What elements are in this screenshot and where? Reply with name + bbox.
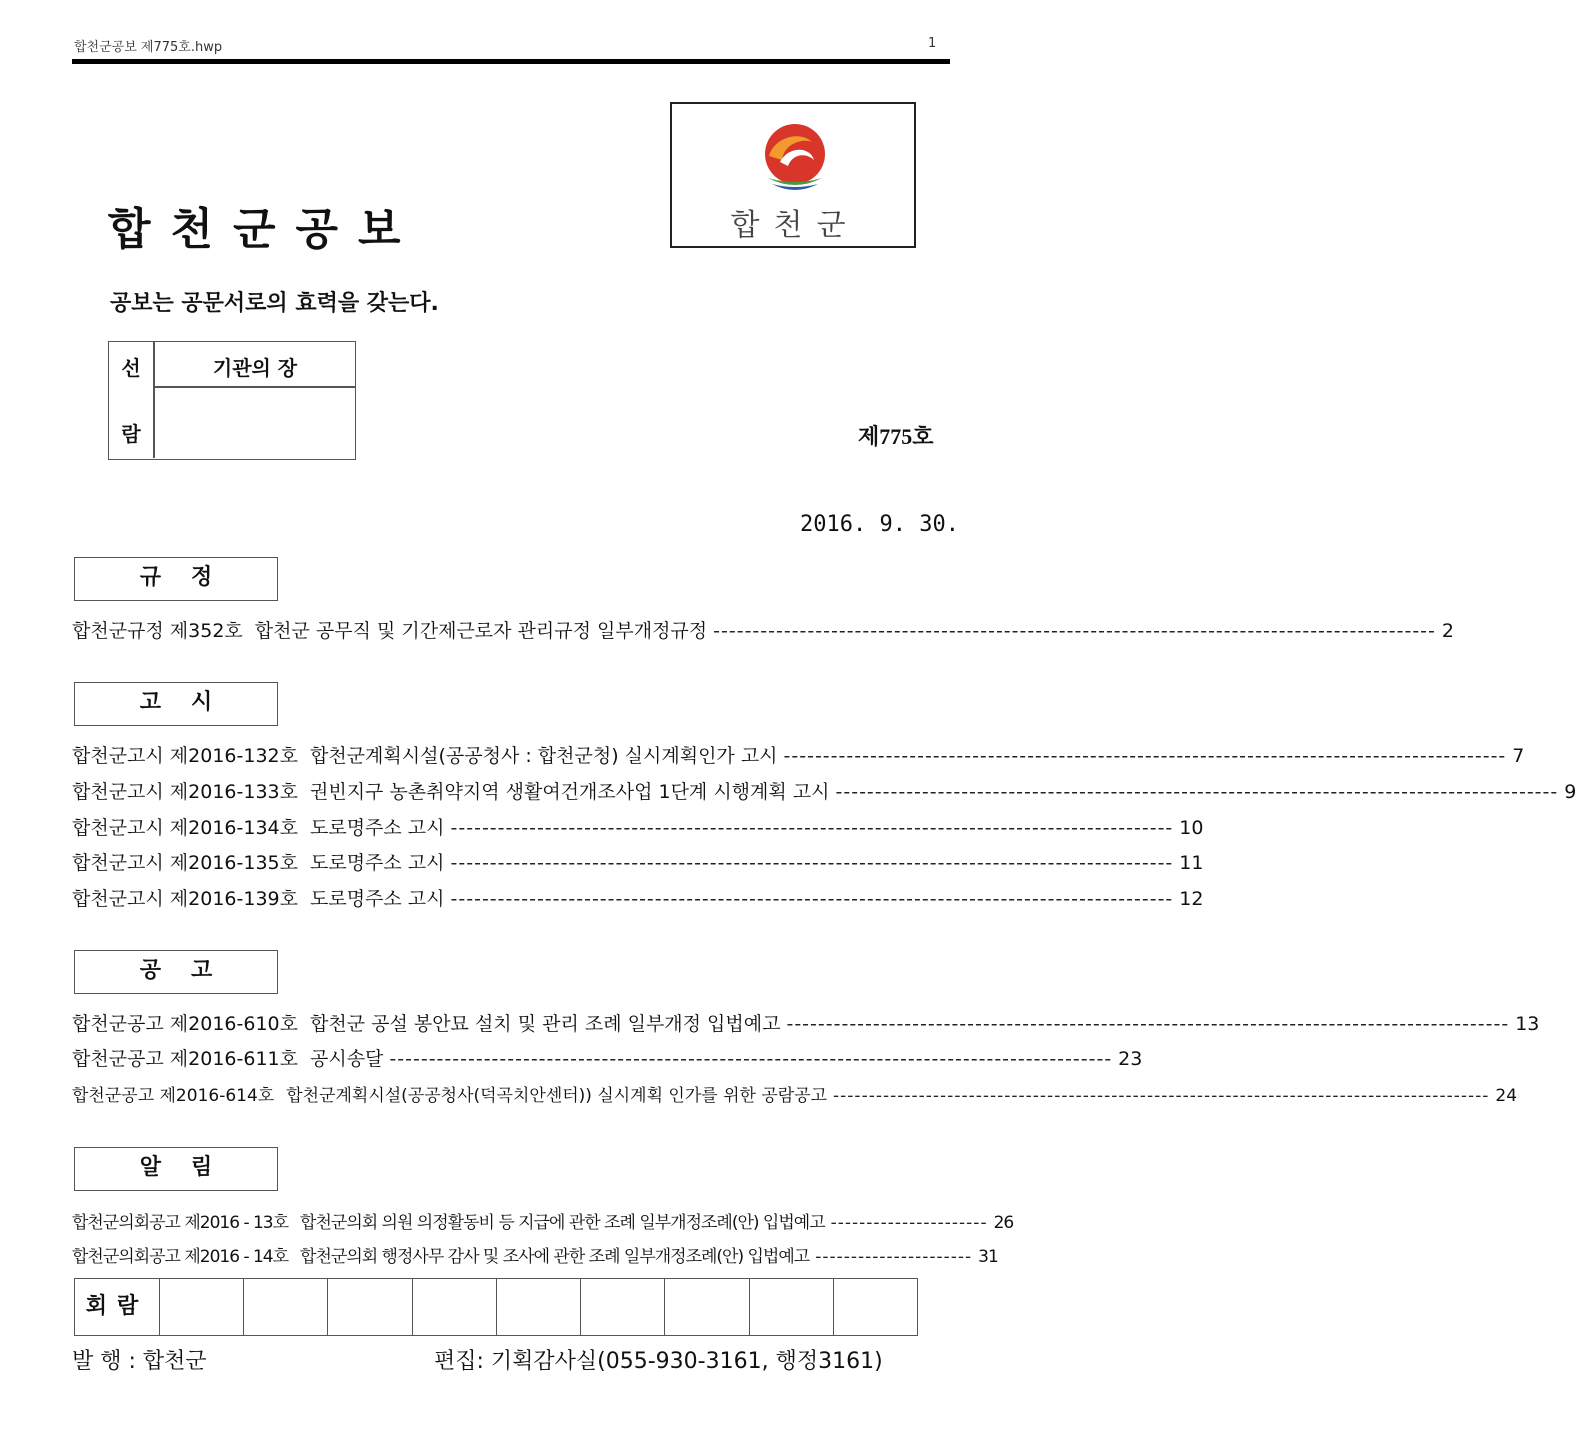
entry-code: 합천군공고 제2016-611호 (72, 1048, 298, 1070)
entry-title: 합천군계획시설(공공청사(덕곡치안센터)) 실시계획 인가를 위한 공람공고 (286, 1086, 828, 1106)
circulation-cell (749, 1279, 833, 1335)
entry-page: 26 (993, 1213, 1014, 1233)
toc-entry[interactable] (72, 741, 1525, 768)
entry-page: 7 (1512, 745, 1525, 767)
dot-leader: -------------------------------------------------------------------------------------------- (835, 781, 1559, 803)
entry-page: 23 (1118, 1048, 1143, 1070)
toc-entry[interactable] (72, 813, 1204, 840)
entry-page: 10 (1179, 817, 1204, 839)
dot-leader: -------------------------------------------------------------------------------------------- (833, 1086, 1490, 1106)
review-header: 기관의 장 (212, 356, 298, 380)
entry-code: 합천군공고 제2016-610호 (72, 1013, 298, 1035)
dot-leader: -------------------------------------------------------------------------------------------- (783, 745, 1507, 767)
entry-page: 11 (1179, 852, 1204, 874)
county-logo-box (670, 102, 916, 248)
entry-title: 합천군계획시설(공공청사 : 합천군청) 실시계획인가 고시 (310, 745, 778, 767)
entry-title: 합천군의회 행정사무 감사 및 조사에 관한 조례 일부개정조례(안) 입법예고 (300, 1247, 810, 1267)
circulation-cell (327, 1279, 411, 1335)
entry-page: 9 (1564, 781, 1576, 803)
entry-code: 합천군의회공고 제2016 - 14호 (72, 1247, 289, 1267)
entry-code: 합천군공고 제2016-614호 (72, 1086, 275, 1106)
section-heading-notice: 고시 (74, 682, 278, 726)
entry-title: 합천군 공설 봉안묘 설치 및 관리 조례 일부개정 입법예고 (310, 1013, 781, 1035)
entry-page: 13 (1515, 1013, 1540, 1035)
toc-entry[interactable] (72, 777, 1576, 804)
entry-code: 합천군고시 제2016-135호 (72, 852, 298, 874)
entry-code: 합천군고시 제2016-134호 (72, 817, 298, 839)
dot-leader: -------------------------------------------------------------------------------------------- (450, 852, 1174, 874)
entry-title: 권빈지구 농촌취약지역 생활여건개조사업 1단계 시행계획 고시 (310, 781, 830, 803)
page-title: 합천군공보 (108, 204, 421, 255)
entry-title: 공시송달 (310, 1048, 384, 1070)
dot-leader: -------------------------------------------------------------------------------------------- (786, 1013, 1510, 1035)
entry-title: 도로명주소 고시 (310, 852, 445, 874)
circulation-cell (496, 1279, 580, 1335)
entry-page: 24 (1495, 1086, 1518, 1106)
section-heading-announcement: 공고 (74, 950, 278, 994)
circulation-cell (412, 1279, 496, 1335)
entry-title: 합천군 공무직 및 기간제근로자 관리규정 일부개정규정 (254, 620, 708, 642)
issue-date: 2016. 9. 30. (800, 512, 959, 537)
review-table (108, 341, 356, 460)
circulation-cell (580, 1279, 664, 1335)
entry-page: 2 (1441, 620, 1454, 642)
issue-number: 제775호 (858, 424, 934, 449)
toc-entry[interactable] (72, 848, 1204, 875)
toc-entry[interactable] (72, 1044, 1143, 1071)
toc-entry[interactable] (72, 1009, 1540, 1036)
circulation-cell (664, 1279, 748, 1335)
toc-entry[interactable] (72, 1208, 1014, 1233)
dot-leader: -------------------------------------------------------------------------------------------- (450, 817, 1174, 839)
circulation-cell (159, 1279, 243, 1335)
dot-leader: -------------------------------------------------------------------------------------------- (713, 620, 1436, 642)
subtitle: 공보는 공문서로의 효력을 갖는다. (110, 291, 439, 316)
document-filename: 합천군공보 제775호.hwp (74, 40, 223, 55)
entry-code: 합천군규정 제352호 (72, 620, 243, 642)
entry-title: 도로명주소 고시 (310, 888, 445, 910)
dot-leader: ---------------------- (830, 1213, 988, 1233)
review-label-bottom: 람 (121, 422, 141, 446)
toc-entry[interactable] (72, 616, 1454, 643)
entry-code: 합천군고시 제2016-132호 (72, 745, 298, 767)
dot-leader: -------------------------------------------------------------------------------------------- (389, 1048, 1113, 1070)
toc-entry[interactable] (72, 1242, 998, 1267)
section-heading-notification: 알림 (74, 1147, 278, 1191)
circulation-label: 회람 (85, 1294, 149, 1319)
dot-leader: ---------------------- (815, 1247, 973, 1267)
page-number: 1 (928, 36, 937, 51)
review-label-top: 선 (121, 356, 141, 380)
review-table-header-rule (153, 386, 355, 388)
logo-text: 합천군 (730, 208, 860, 243)
toc-entry[interactable] (72, 1081, 1518, 1106)
dot-leader: -------------------------------------------------------------------------------------------- (450, 888, 1174, 910)
county-emblem-icon (754, 116, 836, 198)
entry-code: 합천군고시 제2016-139호 (72, 888, 298, 910)
section-heading-regulation: 규정 (74, 557, 278, 601)
publisher: 발 행 : 합천군 (72, 1349, 207, 1374)
circulation-cell (833, 1279, 917, 1335)
circulation-table (74, 1278, 918, 1336)
entry-page: 12 (1179, 888, 1204, 910)
entry-page: 31 (978, 1247, 998, 1267)
header-rule (72, 59, 950, 64)
entry-code: 합천군의회공고 제2016 - 13호 (72, 1213, 289, 1233)
entry-code: 합천군고시 제2016-133호 (72, 781, 298, 803)
toc-entry[interactable] (72, 884, 1204, 911)
entry-title: 합천군의회 의원 의정활동비 등 지급에 관한 조례 일부개정조례(안) 입법예고 (300, 1213, 825, 1233)
circulation-cell (243, 1279, 327, 1335)
entry-title: 도로명주소 고시 (310, 817, 445, 839)
editor-contact: 편집: 기획감사실(055-930-3161, 행정3161) (434, 1349, 883, 1374)
